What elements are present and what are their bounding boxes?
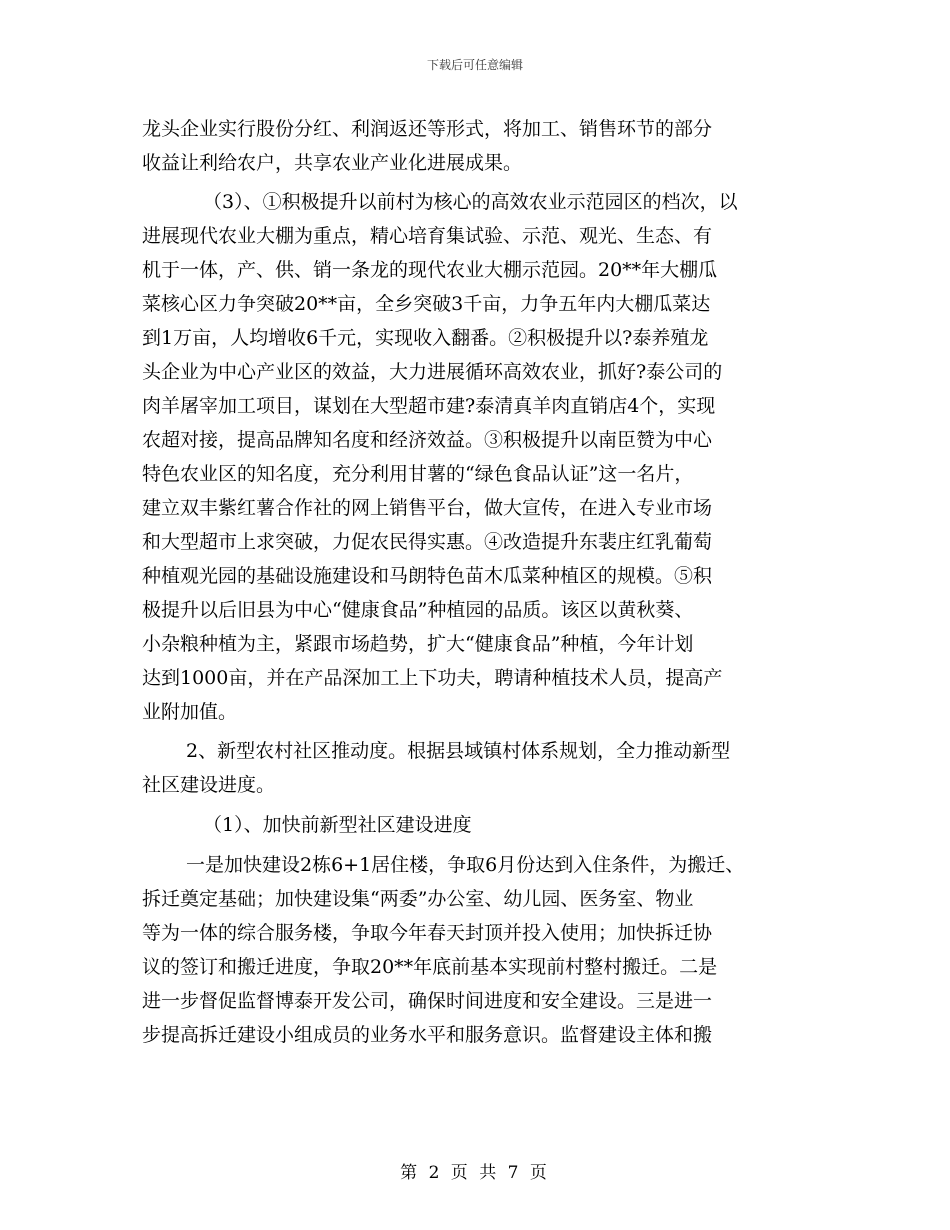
text-line: 到1万亩，人均增收6千元，实现收入翻番。②积极提升以?泰养殖龙 [142,327,709,349]
text-line: 肉羊屠宰加工项目，谋划在大型超市建?泰清真羊肉直销店4个，实现 [142,395,716,417]
text-line: 一是加快建设2栋6+1居住楼，争取6月份达到入住条件，为搬迁、 [186,854,745,876]
text-line: 种植观光园的基础设施建设和马朗特色苗木瓜菜种植区的规模。⑤积 [142,565,713,587]
text-line: 收益让利给农户，共享农业产业化进展成果。 [142,152,523,174]
text-line: 菜核心区力争突破20**亩，全乡突破3千亩，力争五年内大棚瓜菜达 [142,293,711,315]
text-line: 步提高拆迁建设小组成员的业务水平和服务意识。监督建设主体和搬 [142,1024,713,1046]
text-line: 2、新型农村社区推动度。根据县域镇村体系规划，全力推动新型 [186,740,731,762]
text-line: 农超对接，提高品牌知名度和经济效益。③积极提升以南臣赞为中心 [142,429,713,451]
section-heading: （1）、加快前新型社区建设进度 [203,814,472,836]
text-line: 达到1000亩，并在产品深加工上下功夫，聘请种植技术人员，提高产 [142,667,723,689]
text-line: （3）、①积极提升以前村为核心的高效农业示范园区的档次，以 [203,191,738,213]
text-line: 等为一体的综合服务楼，争取今年春天封顶并投入使用；加快拆迁协 [142,922,713,944]
text-line: 小杂粮种植为主，紧跟市场趋势，扩大“健康食品”种植，今年计划 [142,633,694,655]
text-line: 拆迁奠定基础；加快建设集“两委”办公室、幼儿园、医务室、物业 [142,888,694,910]
text-line: 建立双丰紫红薯合作社的网上销售平台，做大宣传，在进入专业市场 [142,497,713,519]
text-line: 业附加值。 [142,701,238,723]
text-line: 议的签订和搬迁进度，争取20**年底前基本实现前村整村搬迁。二是 [142,956,718,978]
text-line: 社区建设进度。 [142,774,276,796]
text-line: 龙头企业实行股份分红、利润返还等形式，将加工、销售环节的部分 [142,118,713,140]
text-line: 进展现代农业大棚为重点，精心培育集试验、示范、观光、生态、有 [142,225,713,247]
page-header: 下载后可任意编辑 [426,58,523,72]
text-line: 极提升以后旧县为中心“健康食品”种植园的品质。该区以黄秋葵、 [142,599,694,621]
text-line: 机于一体，产、供、销一条龙的现代农业大棚示范园。20**年大棚瓜 [142,259,718,281]
text-line: 和大型超市上求突破，力促农民得实惠。④改造提升东裴庄红乳葡萄 [142,531,713,553]
text-line: 头企业为中心产业区的效益，大力进展循环高效农业，抓好?泰公司的 [142,361,723,383]
text-line: 进一步督促监督博泰开发公司，确保时间进度和安全建设。三是进一 [142,990,713,1012]
page-number: 第 2 页 共 7 页 [400,1163,550,1183]
text-line: 特色农业区的知名度，充分利用甘薯的“绿色食品认证”这一名片， [142,463,694,485]
